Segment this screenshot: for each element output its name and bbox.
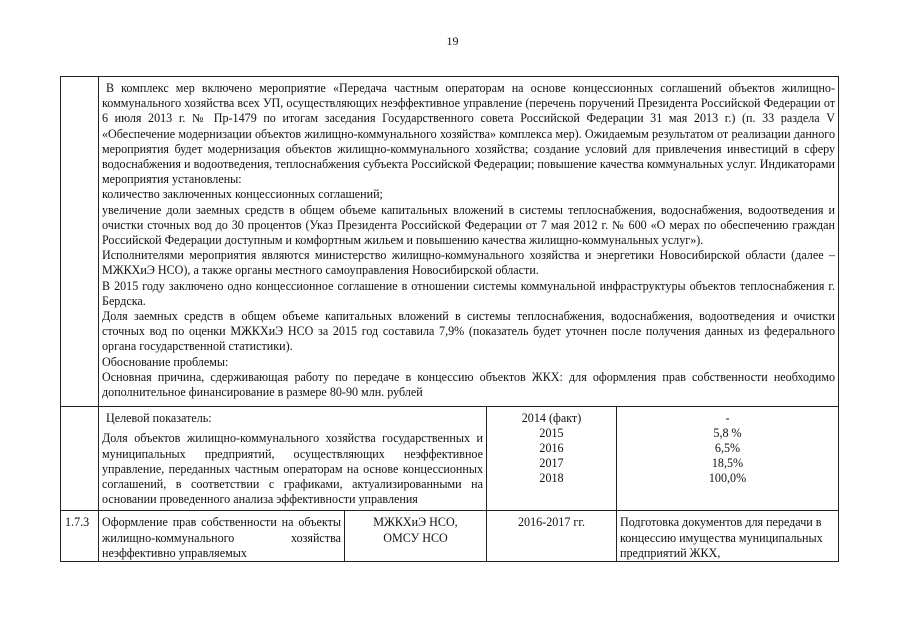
target-text: Доля объектов жилищно-коммунального хозяйства государственных и муниципальных предприятий, осуществляющих неэффективное управление, переданных частным операторам на основе концессионных соглашений, в соответствии с графиками, актуализированными на основании проведенного анализа эффективности управления [102, 431, 483, 507]
measures-table [60, 76, 839, 562]
target-value: 100,0% [708, 471, 747, 486]
measure-number: 1.7.3 [61, 511, 99, 562]
target-values-cell [617, 407, 839, 511]
target-value: 18,5% [711, 456, 744, 471]
target-value: - [725, 411, 730, 426]
page-number: 19 [446, 34, 459, 48]
measure-row-1-7-3 [61, 511, 839, 562]
year-label: 2016 [539, 441, 564, 456]
target-row [61, 407, 839, 511]
description-paragraph: увеличение доли заемных средств в общем объеме капитальных вложений в системы теплоснабжения, водоснабжения, водоотведения и очистки сточных вод до 30 процентов (Указ Президента Российской Федерации от 7 мая 2012 г. № 600 «О мерах по обеспечению граждан Российской Федерации доступным и комфортным жильем и повышению качества жилищно-коммунальных услуг»). [102, 202, 836, 248]
measure-result: Подготовка документов для передачи в концессию имущества муниципальных предприятий ЖКХ, [617, 511, 839, 562]
target-indicator-cell [99, 407, 487, 511]
year-label: 2018 [539, 471, 564, 486]
target-value: 6,5% [714, 441, 741, 456]
empty-number-cell [61, 407, 99, 511]
description-paragraph: Доля заемных средств в общем объеме капитальных вложений в системы теплоснабжения, водоснабжения, водоотведения и очистки сточных вод по оценки МЖКХиЭ НСО за 2015 год составила 7,9% (показатель будет уточнен после получения данных из федерального органа государственной статистики). [102, 309, 836, 354]
measure-period: 2016-2017 гг. [487, 511, 617, 562]
target-years-cell [487, 407, 617, 511]
description-paragraph: Обоснование проблемы: [102, 354, 229, 369]
description-paragraph: В комплекс мер включено мероприятие «Передача частным операторам на основе концессионных соглашений объектов жилищно-коммунального хозяйства всех УП, осуществляющих неэффективное управление (перечень поручений Президента Российской Федерации от 6 июля 2013 г. № Пр-1479 по итогам заседания Государственного совета Российской Федерации 31 мая 2013 г.) (п. 33 раздела V «Обеспечение модернизации объектов жилищно-коммунального хозяйства» комплекса мер). Ожидаемым результатом от реализации данного мероприятия будет модернизация объектов жилищно-коммунального хозяйства; создание условий для привлечения инвестиций в сферу водоснабжения и водоотведения, теплоснабжения субъекта Российской Федерации; повышение качества коммунальных услуг. Индикаторами мероприятия установлены: [102, 81, 836, 187]
measure-action: Оформление прав собственности на объекты жилищно-коммунального хозяйства неэффективно управляемых [99, 511, 345, 562]
year-label: 2017 [539, 456, 564, 471]
measure-executors: МЖКХиЭ НСО, ОМСУ НСО [345, 511, 487, 562]
description-paragraph: Основная причина, сдерживающая работу по передаче в концессию объектов ЖКХ: для оформления прав собственности необходимо дополнительное финансирование в размере 80-90 млн. рублей [102, 369, 836, 400]
target-title: Целевой показатель: [106, 411, 212, 426]
description-row [61, 77, 839, 407]
description-paragraph: Исполнителями мероприятия являются министерство жилищно-коммунального хозяйства и энергетики Новосибирской области (далее – МЖКХиЭ НСО), а также органы местного самоуправления Новосибирской области. [102, 248, 836, 278]
description-paragraph: количество заключенных концессионных соглашений; [102, 187, 383, 202]
empty-number-cell [61, 77, 99, 407]
description-cell [99, 77, 839, 407]
year-label: 2014 (факт) [521, 411, 582, 426]
year-label: 2015 [539, 426, 564, 441]
target-value: 5,8 % [713, 426, 742, 441]
description-paragraph: В 2015 году заключено одно концессионное соглашение в отношении системы коммунальной инфраструктуры объектов теплоснабжения г. Бердска. [102, 278, 836, 308]
